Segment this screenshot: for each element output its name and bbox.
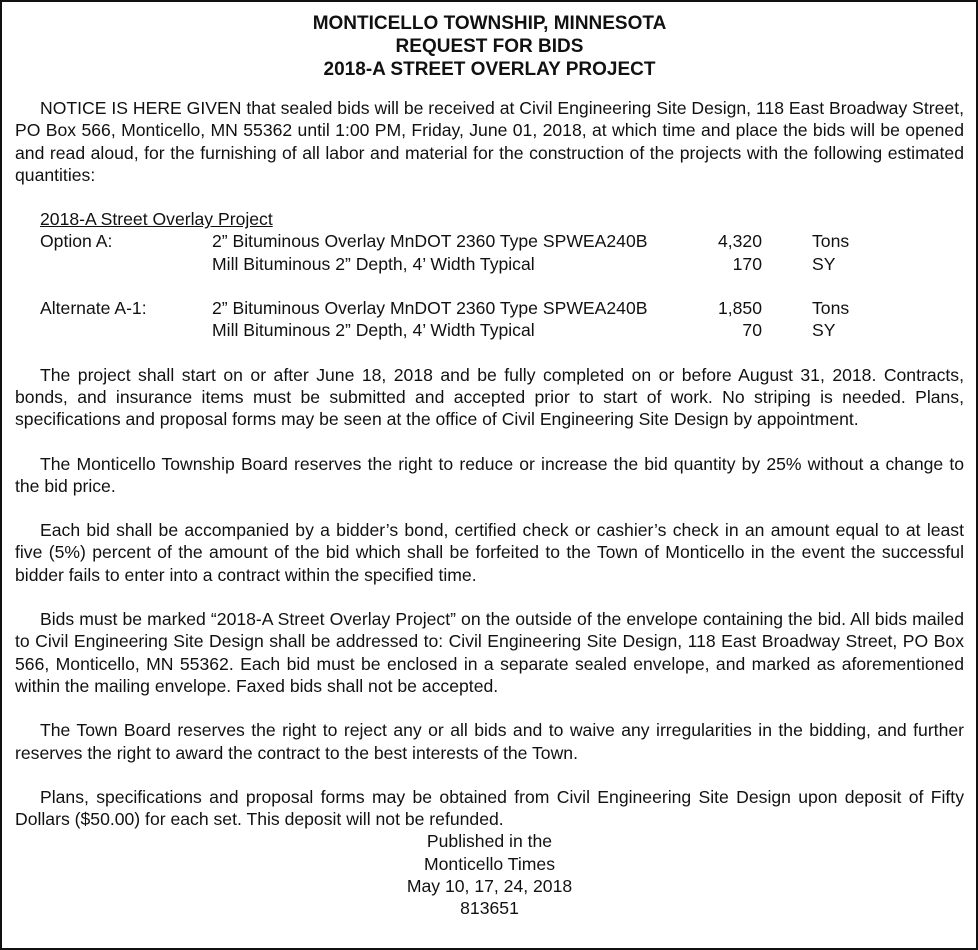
quantity-table (40, 230, 849, 341)
row-description: Mill Bituminous 2” Depth, 4’ Width Typical (212, 253, 535, 274)
header-project: 2018-A STREET OVERLAY PROJECT (323, 59, 656, 80)
row-unit: Tons (812, 231, 850, 252)
table-row (40, 230, 849, 252)
row-unit: Tons (812, 298, 850, 319)
newspaper-name: Monticello Times (423, 853, 556, 874)
published-in: Published in the (426, 831, 553, 852)
publication-info (15, 830, 964, 919)
row-label: Option A: (40, 231, 113, 252)
table-row (40, 253, 849, 275)
notice-header (15, 12, 964, 81)
row-quantity: 170 (732, 253, 762, 274)
row-unit: SY (812, 320, 836, 341)
schedule-paragraph: The project shall start on or after June 18, 2018 and be fully completed on or before August 31, 2018. Contracts, bonds, and insurance items must be submitted and accepted prior to start of work. No striping is needed. Plans, specifications and proposal forms may be seen at the office of Civil Engineering Site Design by appointment. (15, 364, 964, 430)
table-row (40, 319, 849, 341)
row-description: Mill Bituminous 2” Depth, 4’ Width Typical (212, 320, 535, 341)
table-row (40, 297, 849, 319)
project-quantities (40, 208, 964, 341)
row-label: Alternate A-1: (40, 298, 147, 319)
row-quantity: 4,320 (717, 231, 762, 252)
notice-number: 813651 (460, 898, 519, 919)
row-label (40, 319, 212, 341)
row-label (40, 253, 212, 275)
bond-paragraph: Each bid shall be accompanied by a bidder’s bond, certified check or cashier’s check in an amount equal to at least five (5%) percent of the amount of the bid which shall be forfeited to the Town of Monticello in the event the successful bidder fails to enter into a contract within the specified time. (15, 520, 964, 585)
reject-paragraph: The Town Board reserves the right to reject any or all bids and to waive any irregularities in the bidding, and further reserves the right to award the contract to the best interests of the Town. (15, 720, 964, 763)
row-quantity: 70 (742, 320, 762, 341)
publication-dates: May 10, 17, 24, 2018 (406, 876, 573, 897)
row-description: 2” Bituminous Overlay MnDOT 2360 Type SPWEA240B (212, 298, 648, 319)
row-description: 2” Bituminous Overlay MnDOT 2360 Type SPWEA240B (212, 231, 648, 252)
intro-paragraph: NOTICE IS HERE GIVEN that sealed bids will be received at Civil Engineering Site Design, 118 East Broadway Street, PO Box 566, Monticello, MN 55362 until 1:00 PM, Friday, June 01, 2018, at which time and place the bids will be opened and read aloud, for the furnishing of all labor and material for the construction of the projects with the following estimated quantities: (15, 98, 964, 185)
row-quantity: 1,850 (717, 298, 762, 319)
header-township: MONTICELLO TOWNSHIP, MINNESOTA (312, 13, 667, 34)
project-title: 2018-A Street Overlay Project (40, 209, 273, 230)
marking-paragraph: Bids must be marked “2018-A Street Overlay Project” on the outside of the envelope containing the bid. All bids mailed to Civil Engineering Site Design shall be addressed to: Civil Engineering Site Design, 118 East Broadway Street, PO Box 566, Monticello, MN 55362. Each bid must be enclosed in a separate sealed envelope, and marked as aforementioned within the mailing envelope. Faxed bids shall not be accepted. (15, 609, 964, 696)
row-unit: SY (812, 253, 836, 274)
deposit-paragraph: Plans, specifications and proposal forms may be obtained from Civil Engineering Site Design upon deposit of Fifty Dollars ($50.00) for each set. This deposit will not be refunded. (15, 786, 964, 830)
quantity-paragraph: The Monticello Township Board reserves the right to reduce or increase the bid quantity by 25% without a change to the bid price. (15, 453, 964, 496)
header-request: REQUEST FOR BIDS (395, 36, 584, 57)
